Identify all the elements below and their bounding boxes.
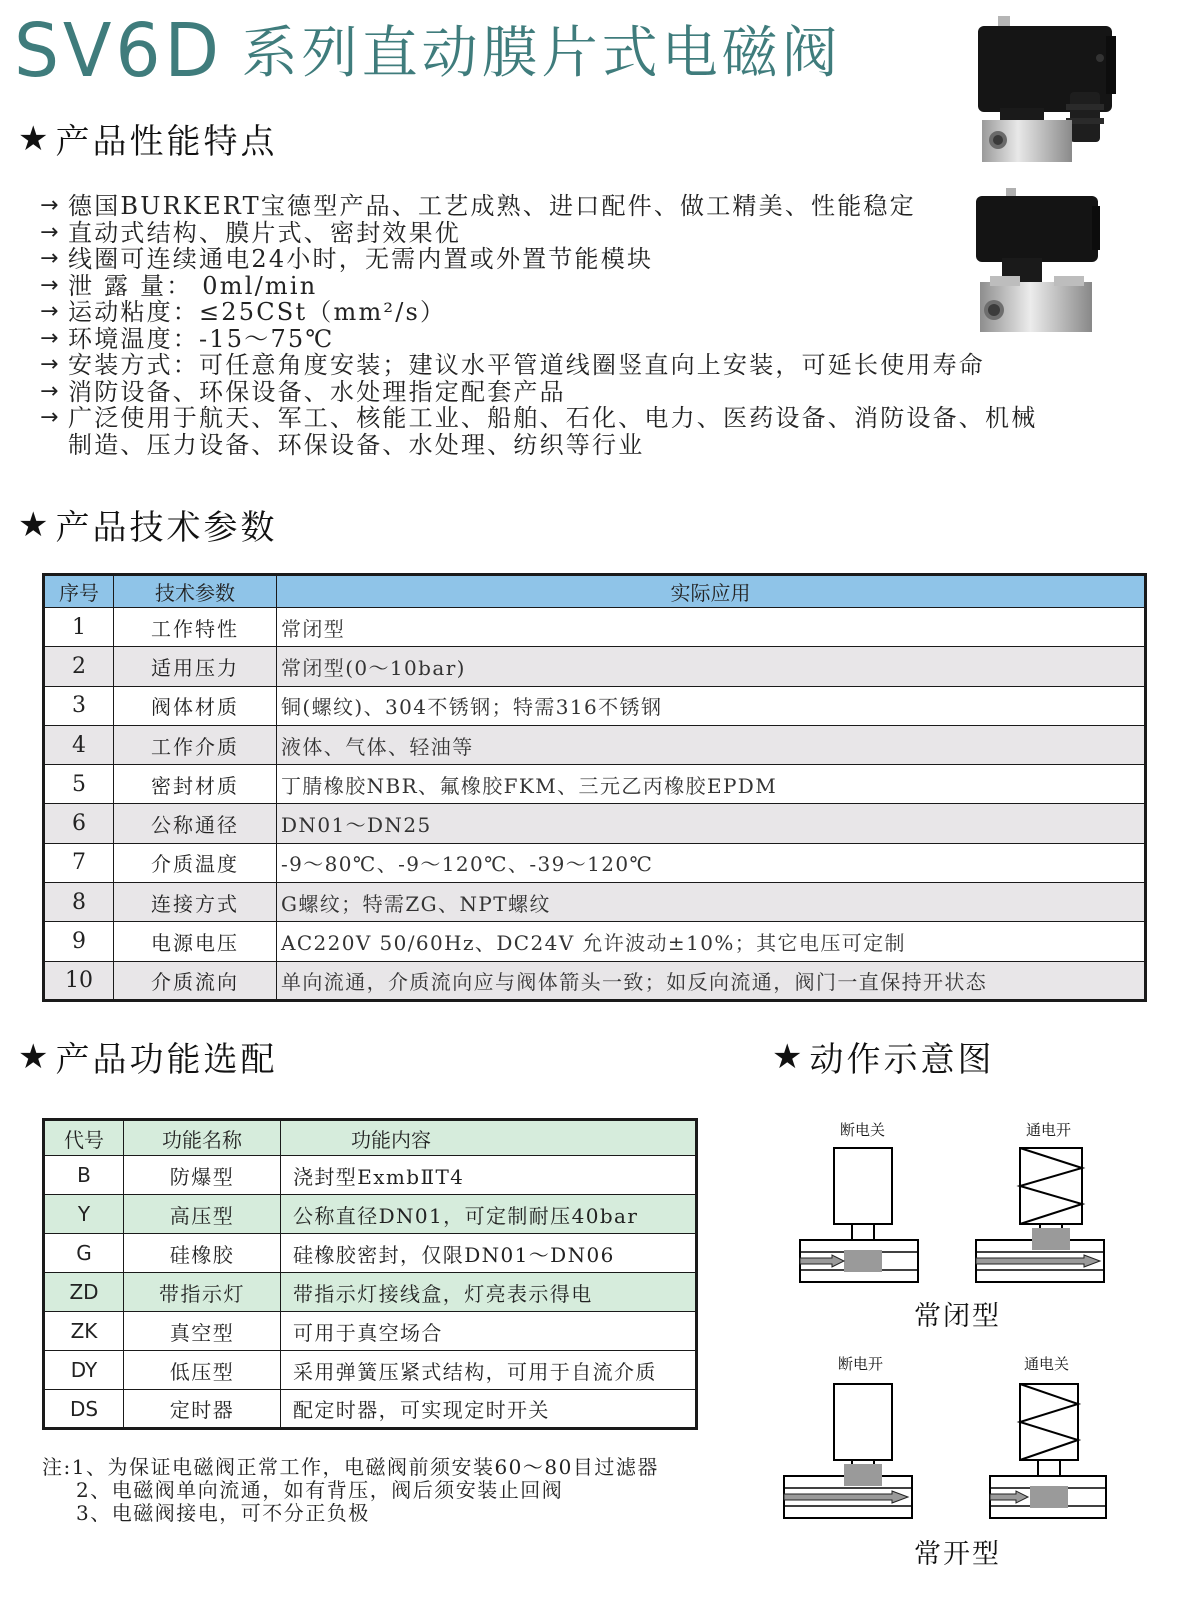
- section-title: 动作示意图: [809, 1040, 995, 1080]
- list-item: → 线圈可连续通电24小时，无需内置或外置节能模块: [40, 245, 654, 273]
- section-title: 产品技术参数: [55, 508, 278, 548]
- list-item: → 德国BURKERT宝德型产品、工艺成熟、进口配件、做工精美、性能稳定: [40, 192, 916, 220]
- note-line: 3、电磁阀接电，可不分正负极: [76, 1501, 370, 1525]
- column-header: 实际应用: [277, 575, 1146, 608]
- valve-diagram-nc-off: [796, 1146, 922, 1286]
- list-item: → 安装方式：可任意角度安装；建议水平管道线圈竖直向上安装，可延长使用寿命: [40, 351, 985, 379]
- arrow-icon: →: [40, 405, 61, 430]
- section-functions-heading: [18, 1032, 277, 1081]
- table-row: 3 阀体材质 铜(螺纹)、304不锈钢；特需316不锈钢: [44, 686, 1146, 725]
- star-icon: ★: [18, 504, 52, 545]
- notes: [42, 1456, 659, 1525]
- diagram-label-nc-off: 断电关: [840, 1121, 886, 1139]
- table-row: 2 适用压力 常闭型(0～10bar): [44, 647, 1146, 686]
- section-title: 产品性能特点: [55, 122, 278, 162]
- table-row: 9 电源电压 AC220V 50/60Hz、DC24V 允许波动±10%；其它电压可定制: [44, 922, 1146, 961]
- column-header: 技术参数: [114, 575, 277, 608]
- table-row: ZD 带指示灯 带指示灯接线盒，灯亮表示得电: [44, 1273, 697, 1312]
- series-title: 系列直动膜片式电磁阀: [241, 21, 842, 86]
- model-name: SV6D: [14, 8, 223, 94]
- table-row: ZK 真空型 可用于真空场合: [44, 1312, 697, 1351]
- list-item: → 运动粘度：≤25CSt（mm²/s）: [40, 298, 447, 326]
- list-item: → 直动式结构、膜片式、密封效果优: [40, 218, 461, 247]
- diagram-label-no-off: 断电开: [838, 1355, 884, 1373]
- valve-diagram-no-on: [986, 1380, 1110, 1522]
- table-header-row: [44, 575, 1146, 608]
- section-action-heading: [772, 1032, 994, 1081]
- column-header: 代号: [44, 1120, 124, 1156]
- arrow-icon: →: [40, 272, 61, 298]
- star-icon: ★: [18, 118, 52, 159]
- valve-diagram-no-off: [780, 1380, 916, 1522]
- star-icon: ★: [18, 1036, 52, 1077]
- table-row: G 硅橡胶 硅橡胶密封，仅限DN01～DN06: [44, 1234, 697, 1273]
- table-row: DS 定时器 配定时器，可实现定时开关: [44, 1390, 697, 1429]
- table-header-row: [44, 1120, 697, 1156]
- note-line: 注:1、为保证电磁阀正常工作，电磁阀前须安装60～80目过滤器: [42, 1455, 659, 1479]
- diagram-type-normally-closed: 常闭型: [914, 1301, 1001, 1332]
- table-row: 7 介质温度 -9～80℃、-9～120℃、-39～120℃: [44, 843, 1146, 882]
- tech-params-table: [42, 573, 1147, 1002]
- diagram-label-nc-on: 通电开: [1026, 1121, 1072, 1139]
- arrow-icon: →: [40, 299, 61, 324]
- arrow-icon: →: [40, 246, 61, 271]
- column-header: 功能名称: [124, 1120, 281, 1156]
- arrow-icon: →: [40, 325, 61, 351]
- section-title: 产品功能选配: [55, 1040, 278, 1080]
- star-icon: ★: [772, 1036, 806, 1077]
- column-header: 功能内容: [281, 1120, 697, 1156]
- arrow-icon: [40, 432, 68, 459]
- list-item: → 环境温度：-15～75℃: [40, 324, 335, 353]
- table-row: 1 工作特性 常闭型: [44, 608, 1146, 647]
- table-row: 6 公称通径 DN01～DN25: [44, 804, 1146, 843]
- diagram-label-no-on: 通电关: [1024, 1355, 1070, 1373]
- table-row: Y 高压型 公称直径DN01，可定制耐压40bar: [44, 1195, 697, 1234]
- section-tech-heading: [18, 500, 277, 549]
- function-options-table: [42, 1118, 698, 1430]
- arrow-icon: →: [40, 352, 61, 377]
- page-title: [14, 4, 842, 94]
- section-features-heading: [18, 114, 277, 163]
- table-row: 8 连接方式 G螺纹；特需ZG、NPT螺纹: [44, 883, 1146, 922]
- arrow-icon: →: [40, 219, 61, 245]
- arrow-icon: →: [40, 193, 61, 218]
- feature-list: [40, 193, 1160, 458]
- note-line: 2、电磁阀单向流通，如有背压，阀后须安装止回阀: [76, 1478, 564, 1502]
- column-header: 序号: [44, 575, 114, 608]
- list-item: → 泄 露 量： 0ml/min: [40, 271, 318, 300]
- list-item: 制造、压力设备、环保设备、水处理、纺织等行业: [40, 432, 1160, 459]
- diagram-type-normally-open: 常开型: [914, 1539, 1001, 1570]
- list-item: → 消防设备、环保设备、水处理指定配套产品: [40, 377, 566, 406]
- table-row: 5 密封材质 丁腈橡胶NBR、氟橡胶FKM、三元乙丙橡胶EPDM: [44, 765, 1146, 804]
- table-row: 10 介质流向 单向流通，介质流向应与阀体箭头一致；如反向流通，阀门一直保持开状态: [44, 961, 1146, 1000]
- valve-diagram-nc-on: [972, 1146, 1108, 1286]
- table-row: DY 低压型 采用弹簧压紧式结构，可用于自流介质: [44, 1351, 697, 1390]
- product-photo-top: [960, 12, 1120, 162]
- table-row: B 防爆型 浇封型ExmbⅡT4: [44, 1156, 697, 1195]
- arrow-icon: →: [40, 378, 61, 404]
- list-item: → 广泛使用于航天、军工、核能工业、船舶、石化、电力、医药设备、消防设备、机械: [40, 404, 1038, 432]
- table-row: 4 工作介质 液体、气体、轻油等: [44, 725, 1146, 764]
